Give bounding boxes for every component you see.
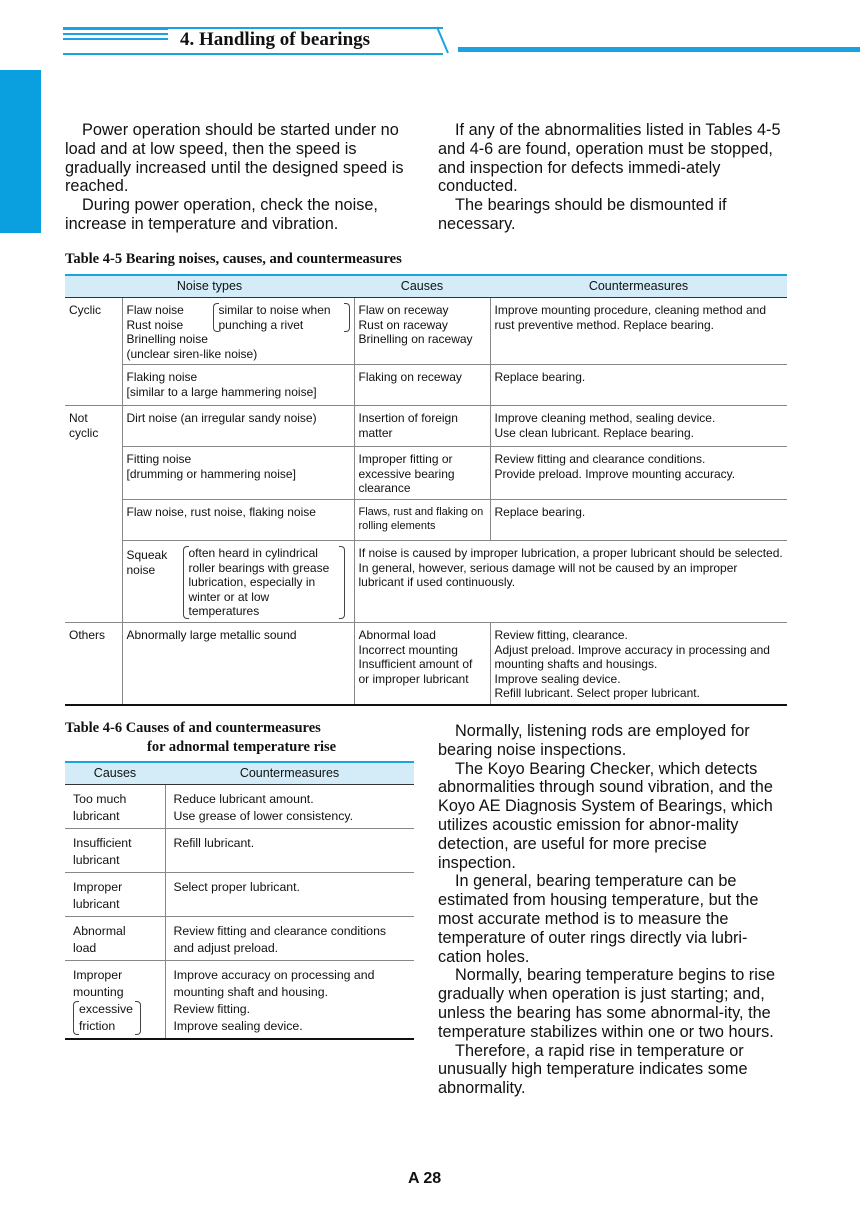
counter-cell: Review fitting and clearance conditions and adjust preload.	[165, 917, 414, 961]
col-header: Noise types	[65, 275, 354, 298]
cause-cell	[65, 961, 165, 1040]
header-bar	[458, 47, 860, 52]
table-row	[65, 829, 414, 873]
intro-right	[438, 121, 788, 234]
paragraph: Power operation should be started under no load and at low speed, then the speed is gradually increased until the designed speed is reached.	[65, 121, 404, 196]
cause-cell: Abnormal load Incorrect mounting Insufficient amount of or improper lubricant	[354, 623, 490, 705]
brace-note: similar to noise when punching a rivet	[213, 303, 350, 332]
col-header: Countermeasures	[165, 762, 414, 785]
counter-cell: Refill lubricant.	[165, 829, 414, 873]
counter-cell: Select proper lubricant.	[165, 873, 414, 917]
table46-caption-line2: for adnormal temperature rise	[147, 739, 337, 755]
table-row	[65, 623, 787, 705]
counter-cell: Review fitting and clearance conditions. Provide preload. Improve mounting accuracy.	[490, 447, 787, 500]
header-slant	[436, 26, 450, 54]
noise-cell	[122, 298, 354, 365]
col-header: Countermeasures	[490, 275, 787, 298]
group-label: Not cyclic	[65, 406, 122, 623]
noise-cell: Fitting noise [drumming or hammering noise]	[122, 447, 354, 500]
cause-cell: Insertion of foreign matter	[354, 406, 490, 447]
counter-cell: Reduce lubricant amount. Use grease of lower consistency.	[165, 785, 414, 829]
noise-cell: Dirt noise (an irregular sandy noise)	[122, 406, 354, 447]
paragraph: During power operation, check the noise, increase in temperature and vibration.	[65, 196, 378, 233]
counter-cell: Replace bearing.	[490, 365, 787, 406]
col-header: Causes	[354, 275, 490, 298]
table-row	[65, 785, 414, 829]
paragraph: If any of the abnormalities listed in Tables 4-5 and 4-6 are found, operation must be stopped, and inspection for defects immedi-ately conducted.	[438, 121, 781, 196]
cause-cell: Insufficient lubricant	[65, 829, 165, 873]
cause-cell: Abnormal load	[65, 917, 165, 961]
lower-right-text	[438, 722, 788, 1098]
table-4-5	[65, 274, 787, 706]
section-title: 4. Handling of bearings	[180, 29, 371, 50]
cause-text: Improper mounting	[73, 968, 124, 999]
col-header: Causes	[65, 762, 165, 785]
counter-cell: Improve cleaning method, sealing device. Use clean lubricant. Replace bearing.	[490, 406, 787, 447]
noise-cell: Flaking noise [similar to a large hammering noise]	[122, 365, 354, 406]
table-row	[65, 541, 787, 623]
counter-cell: Improve accuracy on processing and mounting shaft and housing. Review fitting. Improve sealing device.	[165, 961, 414, 1040]
noise-text: Brinelling noise	[126, 332, 208, 346]
table-row	[65, 873, 414, 917]
table-row	[65, 365, 787, 406]
noise-text: (unclear siren-like noise)	[126, 346, 258, 361]
counter-cell: If noise is caused by improper lubrication, a proper lubricant should be selected. In general, however, serious damage will not be caused by an improper lubricant if used continuously.	[354, 541, 787, 623]
group-label: Others	[65, 623, 122, 705]
table-row	[65, 961, 414, 1040]
paragraph: In general, bearing temperature can be estimated from housing temperature, but the most accurate method is to measure the temperature of outer rings directly via lubri-cation holes.	[438, 872, 759, 966]
page-number: A 28	[408, 1170, 442, 1187]
table-row	[65, 500, 787, 541]
cause-cell: Improper lubricant	[65, 873, 165, 917]
table46-caption: Table 4-6 Causes of and countermeasures	[65, 720, 321, 736]
noise-cell	[122, 541, 354, 623]
cause-cell: Too much lubricant	[65, 785, 165, 829]
brace-note: excessive friction	[73, 1001, 141, 1035]
table-row	[65, 406, 787, 447]
cause-cell: Flaking on receway	[354, 365, 490, 406]
group-label: Cyclic	[65, 298, 122, 406]
counter-cell: Replace bearing.	[490, 500, 787, 541]
cause-cell: Improper fitting or excessive bearing clearance	[354, 447, 490, 500]
noise-text: Rust noise	[126, 317, 184, 332]
noise-cell: Abnormally large metallic sound	[122, 623, 354, 705]
paragraph: Therefore, a rapid rise in temperature or unusually high temperature indicates some abnormality.	[438, 1041, 748, 1098]
header-stripes	[63, 28, 168, 48]
paragraph: Normally, bearing temperature begins to rise gradually when operation is just starting; and, unless the bearing has some abnormal-ity, the temperature stabilizes within one or two hours.	[438, 966, 776, 1041]
table45-caption: Table 4-5 Bearing noises, causes, and countermeasures	[65, 251, 402, 267]
noise-cell: Flaw noise, rust noise, flaking noise	[122, 500, 354, 541]
intro-left	[65, 121, 415, 234]
noise-text: Squeak noise	[126, 548, 168, 577]
brace-note: often heard in cylindrical roller bearings with grease lubrication, especially in winter or at low temperatures	[183, 546, 345, 619]
cause-cell: Flaw on receway Rust on raceway Brinelling on raceway	[354, 298, 490, 365]
cause-cell: Flaws, rust and flaking on rolling elements	[354, 500, 490, 541]
side-tab	[0, 70, 41, 233]
table-4-6	[65, 761, 414, 1040]
table-row	[65, 917, 414, 961]
table-row	[65, 447, 787, 500]
counter-cell: Review fitting, clearance. Adjust preload. Improve accuracy in processing and mounting shafts and housings. Improve sealing device. Refill lubricant. Select proper lubricant.	[490, 623, 787, 705]
counter-cell: Improve mounting procedure, cleaning method and rust preventive method. Replace bearing.	[490, 298, 787, 365]
paragraph: The bearings should be dismounted if necessary.	[438, 196, 727, 233]
paragraph: Normally, listening rods are employed for bearing noise inspections.	[438, 722, 750, 759]
table-row	[65, 298, 787, 365]
noise-text: Flaw noise	[126, 303, 184, 317]
paragraph: The Koyo Bearing Checker, which detects abnormalities through sound vibration, and the Koyo AE Diagnosis System of Bearings, which utilizes acoustic emission for abnor-mality detection, are useful for more precise inspection.	[438, 759, 773, 872]
